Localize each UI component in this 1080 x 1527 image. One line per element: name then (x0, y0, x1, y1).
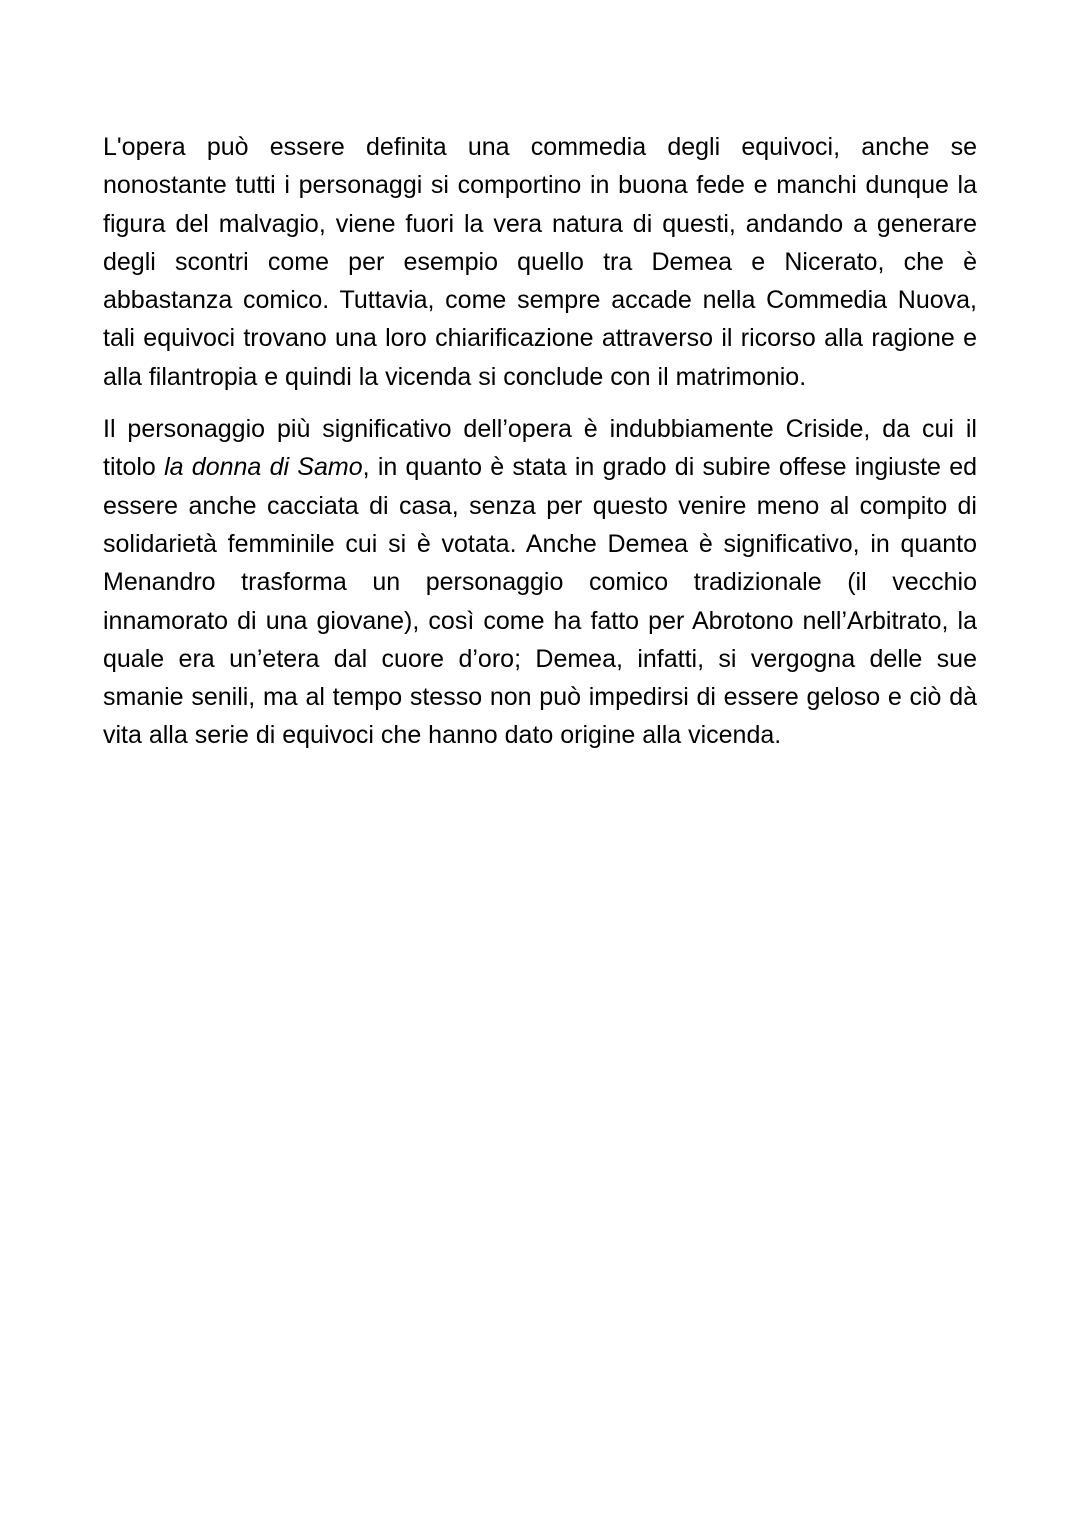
document-body (103, 128, 977, 769)
paragraph-text-after-title: , in quanto è stata in grado di subire offese ingiuste ed essere anche cacciata di casa, senza per questo venire meno al compito di solidarietà femminile cui si è votata. Anche Demea è significativo, in quanto Menandro trasforma un personaggio comico tradizionale (il vecchio innamorato di una giovane), così come ha fatto per Abrotono nell’Arbitrato, la quale era un’etera dal cuore d’oro; Demea, infatti, si vergogna delle sue smanie senili, ma al tempo stesso non può impedirsi di essere geloso e ciò dà vita alla serie di equivoci che hanno dato origine alla vicenda. (103, 453, 977, 750)
paragraph-text: L'opera può essere definita una commedia degli equivoci, anche se nonostante tutti i personaggi si comportino in buona fede e manchi dunque la figura del malvagio, viene fuori la vera natura di questi, andando a generare degli scontri come per esempio quello tra Demea e Nicerato, che è abbastanza comico. Tuttavia, come sempre accade nella Commedia Nuova, tali equivoci trovano una loro chiarificazione attraverso il ricorso alla ragione e alla filantropia e quindi la vicenda si conclude con il matrimonio. (103, 133, 977, 391)
paragraph-text-before-title: Il personaggio più significativo dell’opera è indubbiamente Criside, da cui il titolo (103, 415, 977, 482)
paragraph-criside (103, 410, 977, 755)
work-title-italic: la donna di Samo (164, 453, 363, 482)
paragraph-commedia-equivoci (103, 128, 977, 396)
